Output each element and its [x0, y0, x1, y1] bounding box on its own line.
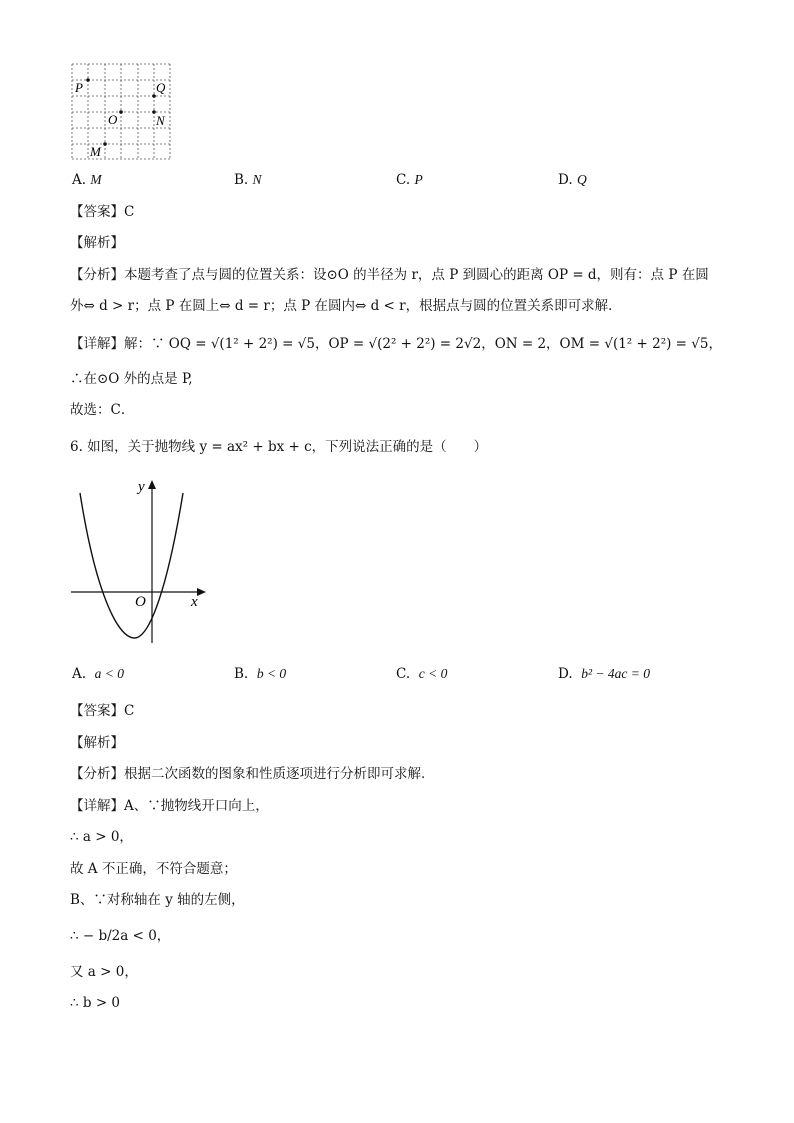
- label-o: O: [108, 112, 118, 127]
- q5-fenxi-line1: 【分析】本题考查了点与圆的位置关系：设⊙O 的半径为 r，点 P 到圆心的距离 OP = d，则有：点 P 在圆: [70, 267, 709, 283]
- q5-fenxi-line2: 外⇔ d > r；点 P 在圆上⇔ d = r；点 P 在圆内⇔ d < r，根据点与圆的位置关系即可求解．: [70, 298, 622, 314]
- label-n: N: [156, 113, 165, 128]
- q6-analysis-heading: 【解析】: [70, 735, 124, 751]
- q6-option-a: A. a < 0: [72, 666, 125, 682]
- point-o: [119, 110, 123, 114]
- origin-label: O: [135, 594, 146, 610]
- q6-xiangjie-line3: 故 A 不正确，不符合题意；: [70, 861, 237, 877]
- q6-option-c: C. c < 0: [396, 666, 448, 682]
- q5-option-d: D. Q: [558, 172, 587, 188]
- q5-option-a: A. M: [72, 172, 102, 188]
- x-axis-arrow: [197, 588, 206, 596]
- label-q: Q: [156, 80, 166, 95]
- y-axis-arrow: [148, 480, 156, 489]
- q5-xiangjie-line3: 故选：C．: [70, 402, 135, 418]
- y-label: y: [138, 479, 145, 495]
- q5-answer: 【答案】C: [70, 204, 135, 220]
- q6-option-b: B. b < 0: [234, 666, 287, 682]
- q6-xiangjie-line7: ∴ b > 0: [70, 995, 121, 1011]
- q6-xiangjie-line1: 【详解】A、∵抛物线开口向上，: [70, 798, 269, 814]
- x-label: x: [191, 594, 198, 610]
- q6-option-d: D. b² − 4ac = 0: [558, 666, 650, 682]
- q5-option-b: B. N: [234, 172, 262, 188]
- label-m: M: [90, 144, 101, 159]
- q6-xiangjie-line6: 又 a > 0，: [70, 964, 138, 980]
- q6-xiangjie-line5: ∴ − b/2a < 0，: [70, 928, 171, 944]
- q5-xiangjie-line2: ∴在⊙O 外的点是 P,: [70, 371, 193, 387]
- q6-fenxi: 【分析】根据二次函数的图象和性质逐项进行分析即可求解．: [70, 766, 435, 782]
- q6-xiangjie-line2: ∴ a > 0，: [70, 829, 133, 845]
- q5-analysis-heading: 【解析】: [70, 235, 124, 251]
- q5-xiangjie-line1: 【详解】解：∵ OQ = √(1² + 2²) = √5，OP = √(2² + 2²) = 2√2，ON = 2，OM = √(1² + 2²) = √5，: [70, 336, 722, 352]
- q6-parabola-figure: [68, 475, 213, 647]
- q6-xiangjie-line4: B、∵对称轴在 y 轴的左侧，: [70, 892, 245, 908]
- label-p: P: [75, 80, 83, 95]
- point-m: [103, 142, 107, 146]
- point-p: [86, 78, 90, 82]
- parabola-curve: [80, 493, 183, 638]
- q5-option-c: C. P: [396, 172, 423, 188]
- q6-stem: 6. 如图，关于抛物线 y = ax² + bx + c，下列说法正确的是（ ）: [70, 439, 488, 455]
- q6-answer: 【答案】C: [70, 703, 135, 719]
- q5-grid-figure: [70, 62, 174, 162]
